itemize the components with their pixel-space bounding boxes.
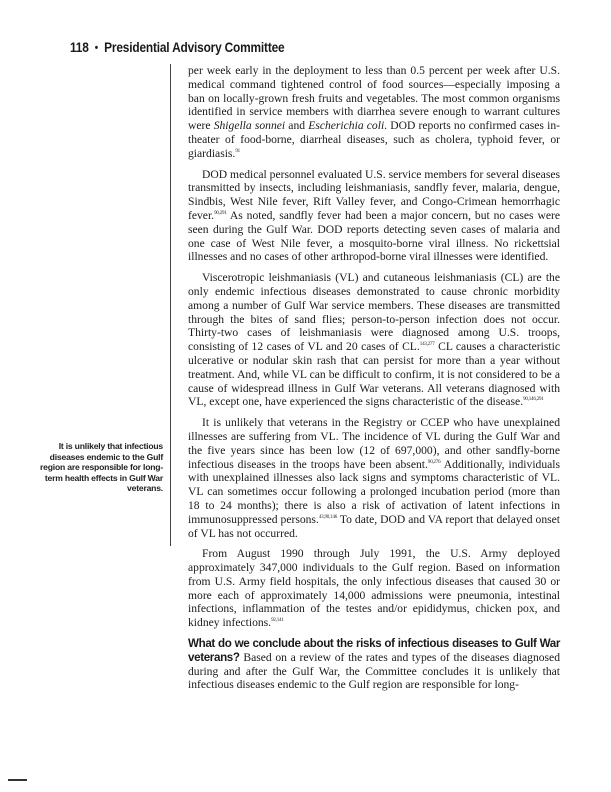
paragraph-food-borne: per week early in the deployment to less than 0.5 percent per week after U.S. medical command tightened control of food sources—especially imposing a ban on locally-grown fresh fruits and vegetables. The most common organisms identified in service members with diarrhea severe enough to warrant cultures were Shigella sonnei and Escherichia coli. DOD reports no confirmed cases in-theater of food-borne, diarrheal diseases, such as cholera, typhoid fever, or giardiasis.$^{91}$ [188, 64, 560, 160]
reference-superscript: 143,277 [419, 342, 435, 348]
running-head [70, 40, 284, 55]
page-edge-mark [8, 779, 27, 781]
reference-superscript: 90,276 [427, 459, 441, 465]
reference-superscript: 91 [235, 148, 240, 154]
reference-superscript: 90,291 [214, 210, 227, 216]
margin-rule [170, 64, 171, 546]
paragraph-army-deployment: From August 1990 through July 1991, the U.S. Army deployed approximately 347,000 individuals to the Gulf region. Based on information from U.S. Army field hospitals, the only infectious diseases that caused 30 or more each of approximately 14,000 admissions were pneumonia, intestinal infections, inflammation of the testes and/or epididymus, chicken pox, and kidney infections.$^{92,141}$ [188, 547, 560, 630]
paragraph-vl-registry: It is unlikely that veterans in the Registry or CCEP who have unexplained illnesses are suffering from VL. The incidence of VL during the Gulf War and the five years since has been low (12 of 697,000), and other sandfly-borne infectious diseases in the troops have been absent.$^{90,276}$ Additionally, individuals with unexplained illnesses also lack signs and symptoms characteristic of VL. VL can sometimes occur following a prolonged incubation period (more than 18 to 24 months); there is also a risk of activation of latent infections in immunosuppressed persons.$^{43,90,146}$ To date, DOD and VA report that delayed onset of VL has not occurred. [188, 416, 561, 540]
paragraph-insect-diseases: DOD medical personnel evaluated U.S. service members for several diseases transmitted by insects, including leishmaniasis, sandfly fever, malaria, dengue, Sindbis, West Nile fever, Rift Valley fever, and Congo-Crimean hemorrhagic fever.$^{90,291}$ As noted, sandfly fever had been a major concern, but no cases were seen during the Gulf War. DOD reports detecting seven cases of malaria and one case of West Nile fever, a mosquito-borne viral illness. No rickettsial illnesses and no cases of other arthropod-borne viral illnesses were identified. [188, 167, 560, 264]
question-heading: What do we conclude about the risks of infectious diseases to Gulf War veterans? [188, 637, 560, 664]
bullet-separator: • [94, 42, 99, 54]
body-column [188, 64, 560, 699]
page-number: 118 [70, 40, 89, 55]
reference-superscript: 92,141 [271, 618, 284, 624]
reference-superscript: 90,146,291 [523, 397, 544, 403]
margin-sidenote: It is unlikely that infectious diseases endemic to the Gulf region are responsible for long-term health effects in Gulf War veterans. [40, 441, 164, 494]
paragraph-leishmaniasis: Viscerotropic leishmaniasis (VL) and cutaneous leishmaniasis (CL) are the only endemic infectious diseases demonstrated to cause chronic morbidity among a number of Gulf War service members. These diseases are transmitted through the bites of sand flies; person-to-person infection does not occur. Thirty-two cases of leishmaniasis were diagnosed among U.S. troops, consisting of 12 cases of VL and 20 cases of CL.$^{143,277}$ CL causes a characteristic ulcerative or nodular skin rash that can persist for more than a year without treatment. And, while VL can be difficult to confirm, it is not considered to be a cause of widespread illness in Gulf War veterans. All veterans diagnosed with VL, except one, have experienced the signs characteristic of the disease.$^{90,146,291}$ [188, 271, 560, 409]
organism-name: Shigella sonnei [213, 119, 286, 133]
reference-superscript: 43,90,146 [318, 514, 338, 520]
paragraph-conclusion: What do we conclude about the risks of infectious diseases to Gulf War veterans? Based on a review of the rates and types of the diseases diagnosed during and after the Gulf War, the Committee concludes it is unlikely that infectious diseases endemic to the Gulf region are responsible for long- [188, 637, 560, 692]
running-head-title: Presidential Advisory Committee [104, 40, 285, 55]
organism-name: Escherichia coli [308, 119, 385, 133]
